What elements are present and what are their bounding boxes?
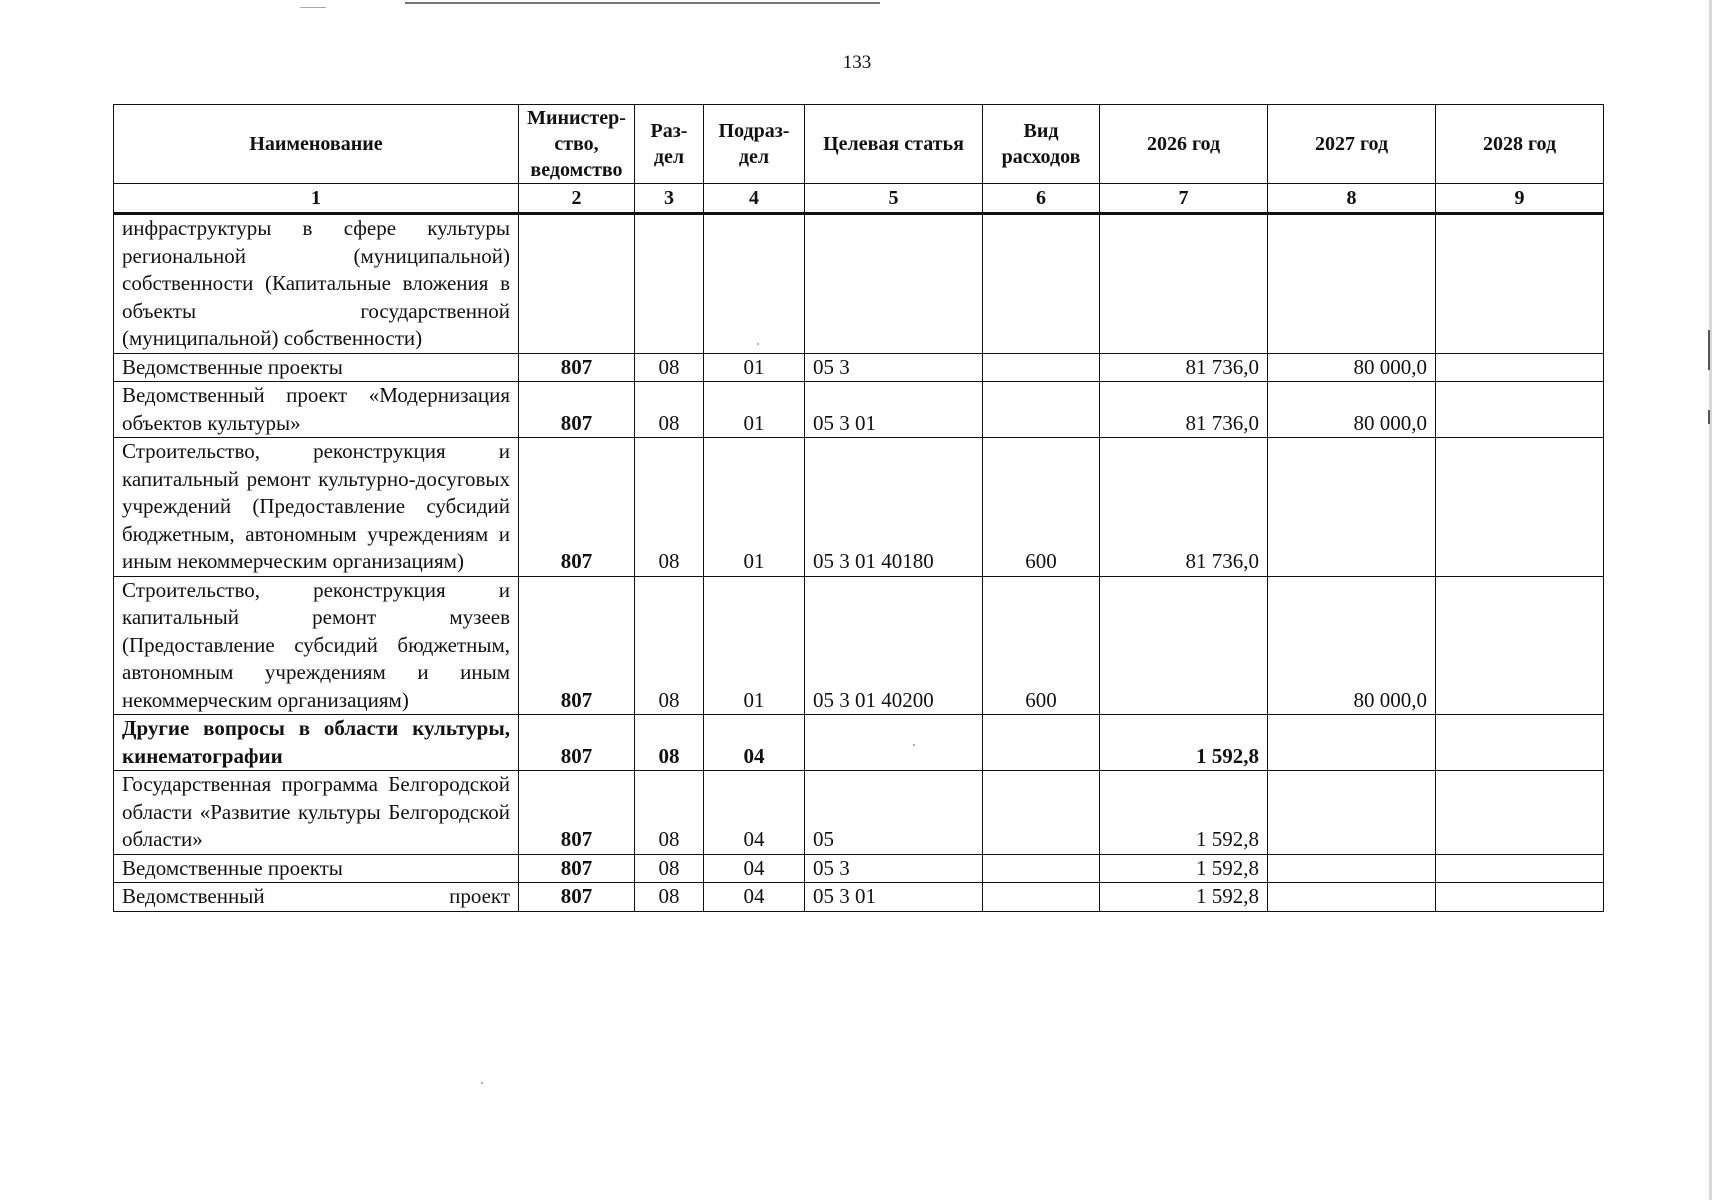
table-row [114,214,1604,354]
row-subsection: 04 [704,883,805,912]
table-row [114,576,1604,715]
table-row [114,883,1604,912]
row-amount-2026: 81 736,0 [1100,438,1268,577]
row-expense-type [983,854,1100,883]
row-amount-2026: 1 592,8 [1100,854,1268,883]
scan-right-edge [1709,0,1712,1200]
row-subsection: 04 [704,854,805,883]
row-target-article: 05 3 01 40180 [805,438,983,577]
row-section: 08 [635,382,704,438]
row-ministry: 807 [519,382,635,438]
row-subsection: 01 [704,576,805,715]
scan-dash-mark [300,7,326,8]
row-name: Государственная программа Белгородской области «Развитие культуры Белгородской области» [114,771,519,855]
scan-edge-mark [1708,330,1710,370]
row-amount-2027 [1268,771,1436,855]
row-section: 08 [635,576,704,715]
row-amount-2026: 81 736,0 [1100,353,1268,382]
row-ministry [519,214,635,354]
table-row [114,771,1604,855]
row-amount-2027 [1268,883,1436,912]
row-name: Другие вопросы в области культуры, кинематографии [114,715,519,771]
row-section: 08 [635,353,704,382]
header-expense-type: Вид расходов [983,105,1100,184]
row-ministry: 807 [519,715,635,771]
row-subsection: 04 [704,771,805,855]
row-amount-2028 [1436,576,1604,715]
row-name: Ведомственные проекты [114,353,519,382]
row-section [635,214,704,354]
row-target-article: 05 3 01 40200 [805,576,983,715]
row-amount-2028 [1436,771,1604,855]
row-name: Строительство, реконструкция и капитальный ремонт культурно-досуговых учреждений (Предоставление субсидий бюджетным, автономным учреждениям и иным некоммерческим организациям) [114,438,519,577]
row-target-article: 05 3 [805,854,983,883]
row-amount-2027: 80 000,0 [1268,576,1436,715]
header-section: Раз-дел [635,105,704,184]
scan-speck [481,1082,483,1084]
row-section: 08 [635,771,704,855]
column-number: 6 [983,184,1100,214]
header-year-2026: 2026 год [1100,105,1268,184]
row-ministry: 807 [519,438,635,577]
table-row [114,353,1604,382]
row-expense-type [983,353,1100,382]
row-amount-2028 [1436,382,1604,438]
row-subsection: 04 [704,715,805,771]
row-amount-2026: 1 592,8 [1100,883,1268,912]
row-amount-2026 [1100,214,1268,354]
column-number: 4 [704,184,805,214]
row-expense-type [983,382,1100,438]
row-amount-2026: 1 592,8 [1100,715,1268,771]
column-number: 3 [635,184,704,214]
table-row [114,854,1604,883]
row-ministry: 807 [519,854,635,883]
row-subsection: 01 [704,382,805,438]
row-target-article: 05 3 [805,353,983,382]
table-row [114,438,1604,577]
column-number: 1 [114,184,519,214]
page-number: 133 [842,52,872,73]
row-ministry: 807 [519,576,635,715]
header-year-2027: 2027 год [1268,105,1436,184]
row-name: Строительство, реконструкция и капитальный ремонт музеев (Предоставление субсидий бюджетным, автономным учреждениям и иным некоммерческим организациям) [114,576,519,715]
budget-table [113,104,1604,912]
row-name: Ведомственный проект «Модернизация объектов культуры» [114,382,519,438]
row-expense-type [983,771,1100,855]
row-amount-2028 [1436,214,1604,354]
header-name: Наименование [114,105,519,184]
row-amount-2028 [1436,438,1604,577]
row-section: 08 [635,883,704,912]
row-section: 08 [635,438,704,577]
row-name: Ведомственный проект [114,883,519,912]
scan-speck [913,744,915,746]
row-target-article: 05 3 01 [805,883,983,912]
row-target-article: 05 3 01 [805,382,983,438]
header-subsection: Подраз-дел [704,105,805,184]
row-expense-type: 600 [983,438,1100,577]
row-target-article [805,214,983,354]
scan-edge-mark [1708,410,1710,424]
table-row [114,715,1604,771]
row-section: 08 [635,854,704,883]
scan-speck [757,343,759,345]
column-number-row [114,184,1604,214]
row-expense-type [983,715,1100,771]
row-amount-2026: 1 592,8 [1100,771,1268,855]
row-expense-type [983,214,1100,354]
column-number: 2 [519,184,635,214]
row-target-article: 05 [805,771,983,855]
column-number: 8 [1268,184,1436,214]
row-amount-2028 [1436,715,1604,771]
row-name: Ведомственные проекты [114,854,519,883]
row-amount-2027 [1268,438,1436,577]
row-amount-2027: 80 000,0 [1268,353,1436,382]
row-amount-2028 [1436,883,1604,912]
row-subsection: 01 [704,353,805,382]
row-ministry: 807 [519,771,635,855]
column-number: 5 [805,184,983,214]
row-amount-2027 [1268,715,1436,771]
header-target-article: Целевая статья [805,105,983,184]
row-amount-2026: 81 736,0 [1100,382,1268,438]
row-expense-type [983,883,1100,912]
row-amount-2026 [1100,576,1268,715]
header-year-2028: 2028 год [1436,105,1604,184]
row-expense-type: 600 [983,576,1100,715]
row-amount-2028 [1436,353,1604,382]
column-number: 7 [1100,184,1268,214]
header-ministry: Министер-ство, ведомство [519,105,635,184]
column-number: 9 [1436,184,1604,214]
row-amount-2027 [1268,214,1436,354]
row-ministry: 807 [519,353,635,382]
row-subsection: 01 [704,438,805,577]
row-amount-2027 [1268,854,1436,883]
row-section: 08 [635,715,704,771]
row-target-article [805,715,983,771]
scan-top-rule [405,2,880,4]
row-name: инфраструктуры в сфере культуры региональной (муниципальной) собственности (Капитальные вложения в объекты государственной (муниципальной) собственности) [114,214,519,354]
row-amount-2027: 80 000,0 [1268,382,1436,438]
row-amount-2028 [1436,854,1604,883]
row-subsection [704,214,805,354]
table-row [114,382,1604,438]
table-header-row [114,105,1604,184]
row-ministry: 807 [519,883,635,912]
